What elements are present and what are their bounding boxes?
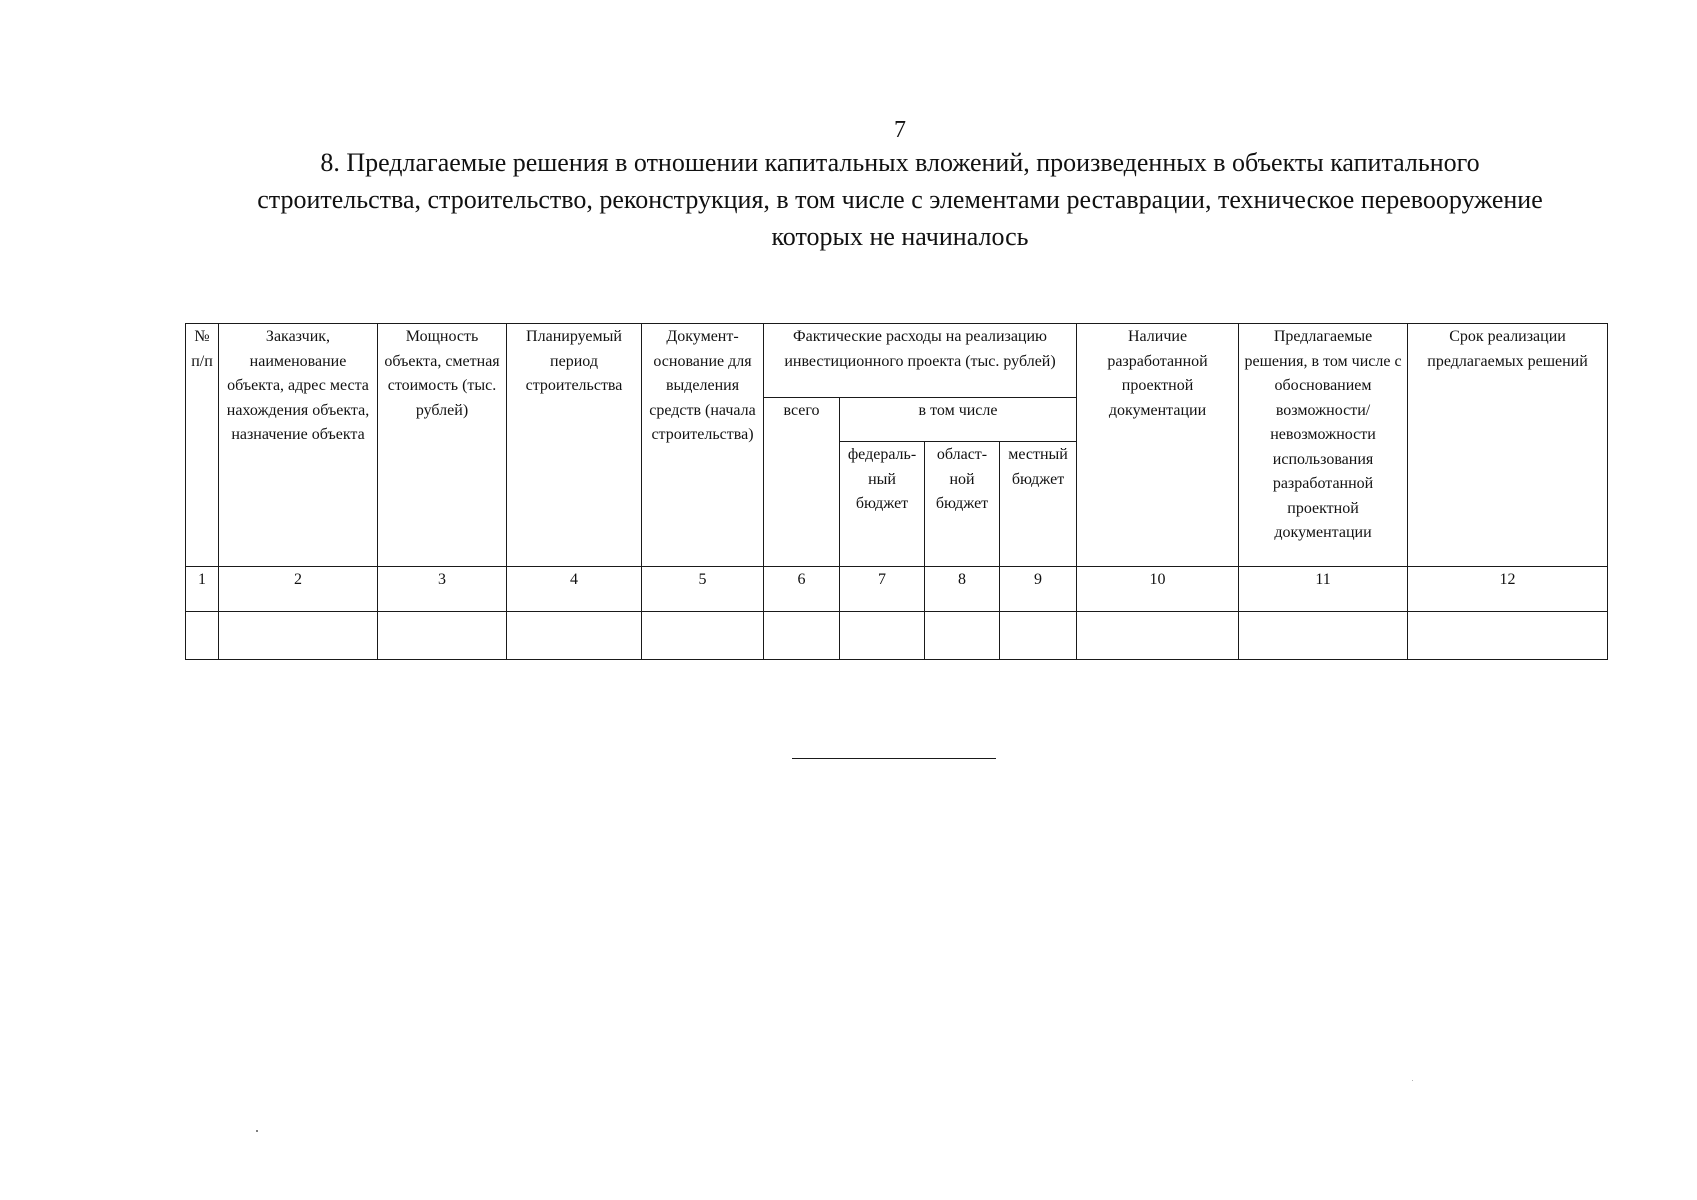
header-local-budget: местный бюджет [1000,442,1077,567]
header-row-number: № п/п [186,324,219,567]
column-number: 10 [1077,567,1239,612]
table-header [186,324,1608,567]
capital-investment-table [185,323,1608,660]
table-cell [1408,612,1608,660]
page-number: 7 [894,117,906,143]
table-cell [925,612,1000,660]
column-number: 12 [1408,567,1608,612]
column-number: 5 [642,567,764,612]
section-title-line-2: строительства, строительство, реконструкция, в том числе с элементами реставрации, техническое перевооружение [257,185,1543,214]
header-basis-document: Документ-основание для выделения средств (начала строительства) [642,324,764,567]
scan-speck [256,1130,258,1132]
header-customer-object: Заказчик, наименование объекта, адрес места нахождения объекта, назначение объекта [219,324,378,567]
column-number-row [186,567,1608,612]
header-capacity-cost: Мощность объекта, сметная стоимость (тыс. рублей) [378,324,507,567]
table-cell [507,612,642,660]
table-cell [1239,612,1408,660]
table-cell [840,612,925,660]
column-number: 2 [219,567,378,612]
header-proposed-solutions: Предлагаемые решения, в том числе с обоснованием возможности/ невозможности использования разработанной проектной документации [1239,324,1408,567]
header-design-docs: Наличие разработанной проектной документации [1077,324,1239,567]
table-cell [642,612,764,660]
table-cell [1077,612,1239,660]
header-regional-budget: област-ной бюджет [925,442,1000,567]
column-number: 8 [925,567,1000,612]
table-cell [219,612,378,660]
header-expenses-including: в том числе [840,398,1077,442]
section-title-line-3: которых не начиналось [771,222,1029,251]
table-body [186,567,1608,660]
section-title [150,144,1650,255]
capital-investment-table-wrap [185,323,1607,660]
column-number: 6 [764,567,840,612]
column-number: 11 [1239,567,1408,612]
table-cell [186,612,219,660]
table-cell [764,612,840,660]
header-expenses-total: всего [764,398,840,567]
column-number: 9 [1000,567,1077,612]
column-number: 3 [378,567,507,612]
header-federal-budget: федераль-ный бюджет [840,442,925,567]
header-actual-expenses: Фактические расходы на реализацию инвестиционного проекта (тыс. рублей) [764,324,1077,398]
column-number: 4 [507,567,642,612]
table-row [186,612,1608,660]
column-number: 1 [186,567,219,612]
column-number: 7 [840,567,925,612]
table-cell [378,612,507,660]
header-planned-period: Планируемый период строительства [507,324,642,567]
closing-rule [792,758,996,759]
table-cell [1000,612,1077,660]
section-title-line-1: 8. Предлагаемые решения в отношении капитальных вложений, произведенных в объекты капитального [320,148,1480,177]
scan-speck [1412,1080,1413,1081]
header-implementation-term: Срок реализации предлагаемых решений [1408,324,1608,567]
